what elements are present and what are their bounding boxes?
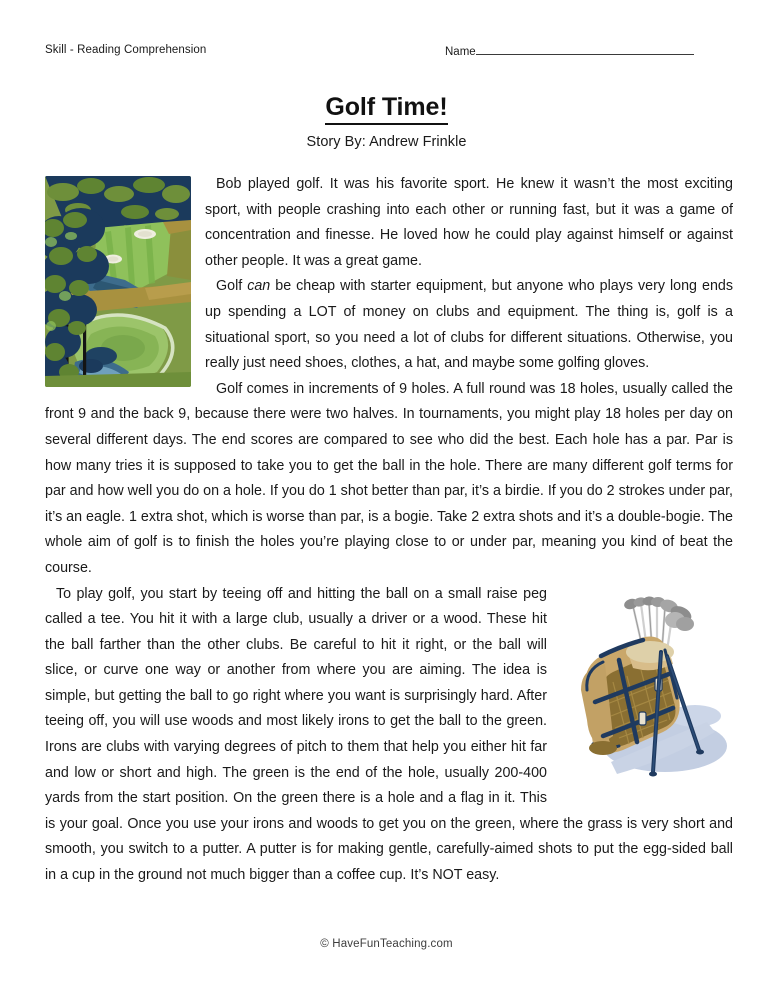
golf-course-image	[45, 176, 191, 387]
p2-emphasis-can: can	[247, 278, 271, 295]
name-input-line[interactable]	[476, 44, 694, 55]
skill-label: Skill - Reading Comprehension	[45, 44, 207, 56]
p2-text-after: be cheap with starter equipment, but anyone who plays very long ends up spending a LOT of money on clubs and equipment. The thing is, golf is a situational sport, so you need a lot of clubs for different situations. Otherwise, you really just need shoes, clothes, a hat, and maybe some golfing gloves.	[205, 278, 733, 372]
name-label: Name	[445, 46, 476, 58]
story-body	[45, 172, 733, 889]
title-block	[0, 93, 773, 150]
golf-bag-svg	[557, 594, 733, 794]
paragraph-1: Bob played golf. It was his favorite sport. He knew it wasn’t the most exciting sport, with people crashing into each other or running fast, but it was a game of concentration and finesse. He loved how he could play against himself or against other people. It was a great game.	[205, 176, 733, 269]
story-byline: Story By: Andrew Frinkle	[306, 133, 467, 150]
name-field-group	[445, 44, 694, 58]
paragraph-4: To play golf, you start by teeing off and hitting the ball on a small raise peg called a tee. You hit it with a large club, usually a driver or a wood. These hit the ball farther than the other clubs. Be careful to hit it right, or the ball will slice, or curve one way or another from where you are aiming. The idea is simple, but getting the ball to go right where you want is surprisingly hard. After teeing off, you will use woods and most likely irons to get the ball to the green. Irons are clubs with varying degrees of pitch to them that help you either hit far and low or short and high. The green is the end of the hole, usually 200-400 yards from the start position. On the green there is a hole and a flag in it. This is your goal. Once you use your irons and woods to get you on the green, where the grass is very short and smooth, you switch to a putter. A putter is for making gentle, carefully-aimed shots to put the egg-sided ball in a cup in the ground not much bigger than a coffee cup. It’s NOT easy.	[45, 585, 733, 884]
paragraph-3: Golf comes in increments of 9 holes. A full round was 18 holes, usually called the front 9 and the back 9, because there were two halves. In tournaments, you might play 18 holes per day on several different days. The end scores are compared to see who did the best. Each hole has a par. Par is how many tries it is supposed to take you to get the ball in the hole. There are many different golf terms for par and how well you do on a hole. If you do 1 shot better than par, it’s a birdie. If you do 2 strokes under par, it’s an eagle. 1 extra shot, which is worse than par, is a bogie. Take 2 extra shots and it’s a double-bogie. The whole aim of golf is to finish the holes you’re playing close to or under par, meaning you kind of beat the course.	[45, 380, 734, 576]
worksheet-header	[45, 44, 733, 64]
golf-course-svg	[45, 176, 191, 387]
golf-bag-image	[557, 594, 733, 794]
p2-text-before: Golf	[216, 278, 248, 295]
footer-copyright: © HaveFunTeaching.com	[320, 938, 453, 950]
page-title: Golf Time!	[325, 93, 447, 125]
